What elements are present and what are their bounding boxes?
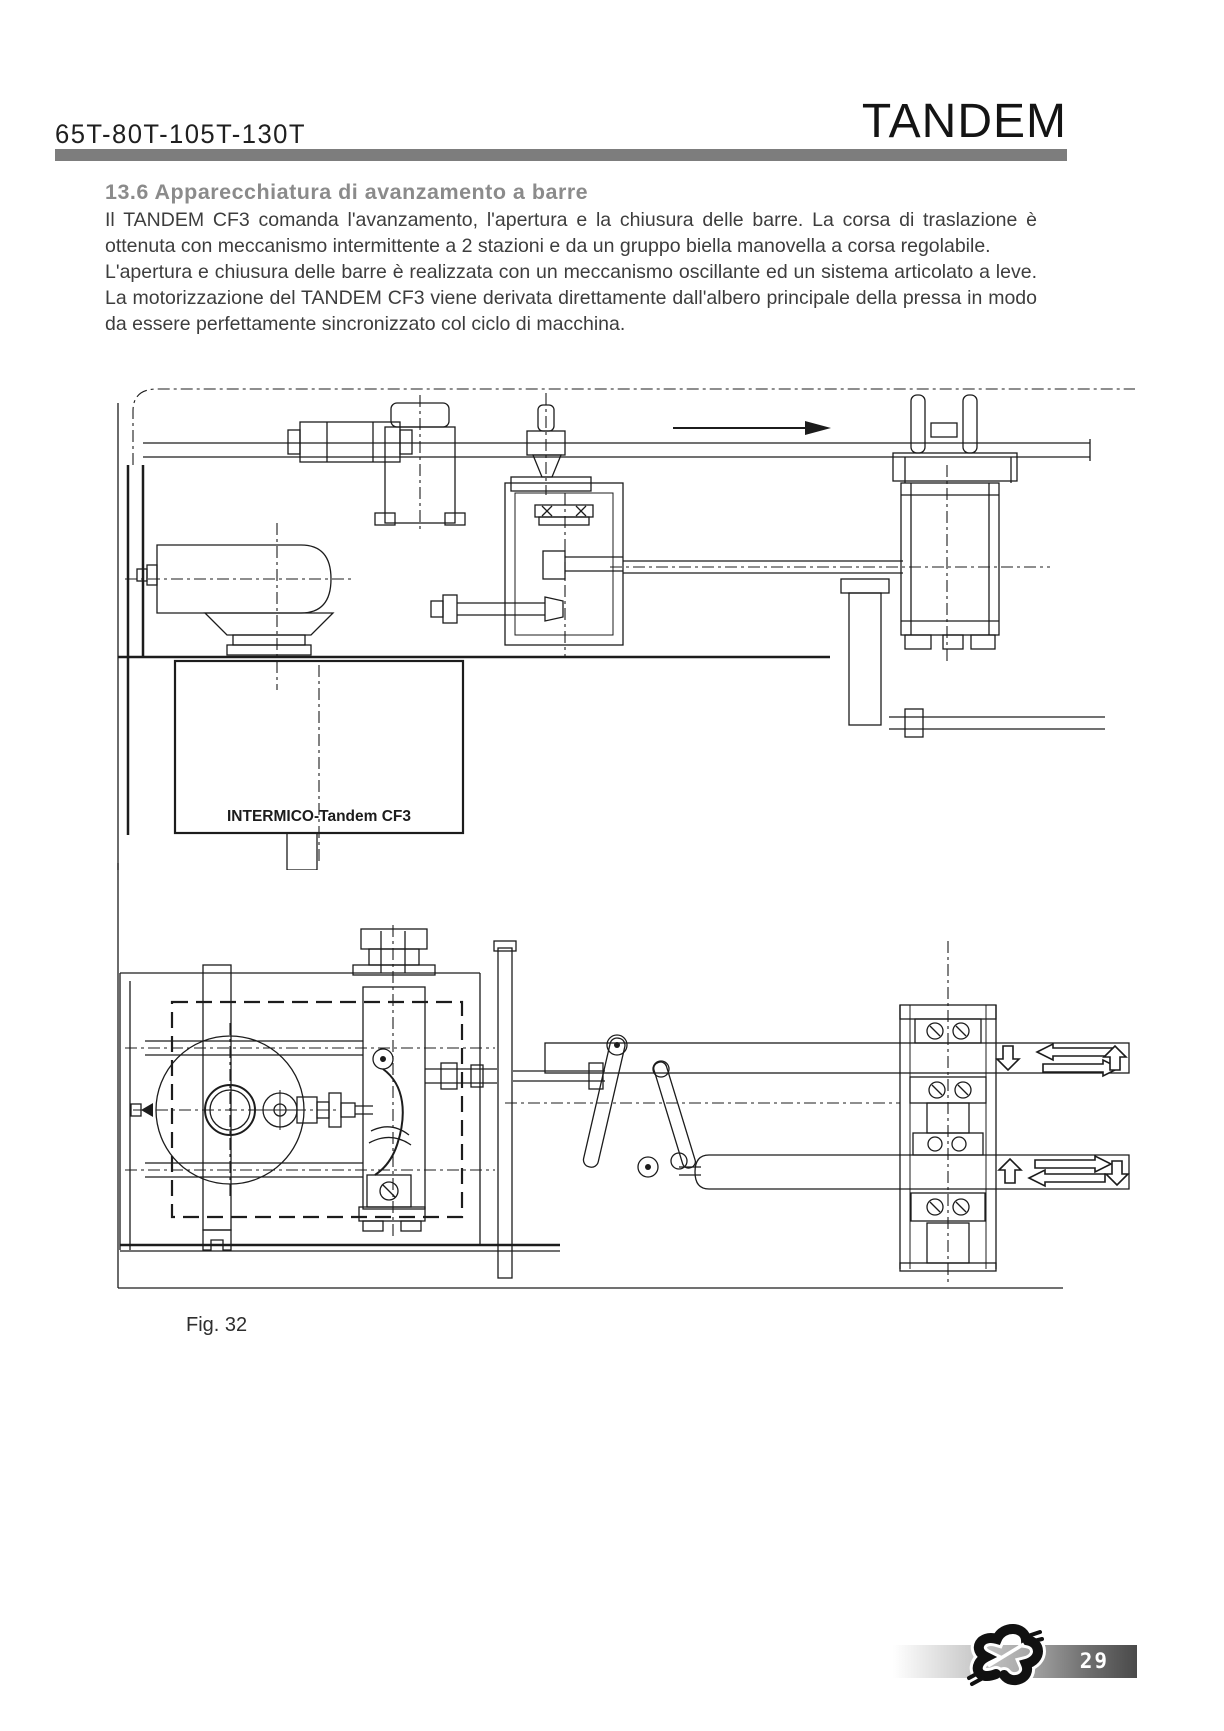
header-rule	[55, 149, 1067, 161]
figure-bottom-plan-view-drawing	[105, 845, 1145, 1295]
feed-direction-arrow	[673, 421, 831, 435]
central-clamp-frame	[431, 483, 623, 645]
tie-rod	[425, 1063, 605, 1089]
section-body	[105, 207, 1037, 337]
lever-linkage	[582, 1035, 701, 1177]
motion-arrows-lower	[999, 1156, 1128, 1186]
section-title: 13.6 Apparecchiatura di avanzamento a barre	[105, 180, 589, 204]
right-hanging-unit	[893, 395, 1017, 649]
frame-walls	[118, 465, 830, 835]
transfer-bar-upper	[545, 1043, 1129, 1073]
header-brand-logo-text: TANDEM	[861, 95, 1067, 148]
rail-clamp-left	[288, 422, 412, 462]
machine-nameplate-label: INTERMICO-Tandem CF3	[227, 808, 411, 825]
press-upright-plate	[494, 941, 516, 1278]
housing-frame	[120, 973, 560, 1251]
crank-housing	[359, 987, 425, 1231]
centerlines	[125, 389, 1135, 865]
header-model-codes: 65T-80T-105T-130T	[55, 119, 306, 149]
support-post	[841, 579, 1105, 737]
centerlines	[125, 925, 948, 1285]
intermico-knot-logo-icon	[966, 1620, 1052, 1694]
figure-caption: Fig. 32	[186, 1314, 248, 1336]
transfer-rail	[143, 439, 1090, 461]
paragraph-1: Il TANDEM CF3 comanda l'avanzamento, l'apertura e la chiusura delle barre. La corsa di traslazione è ottenuta con meccanismo intermittente a 2 stazioni e da un gruppo biella manovella a corsa regolabile.	[105, 209, 1037, 257]
motion-arrows-upper	[997, 1044, 1126, 1076]
paragraph-2: L'apertura e chiusura delle barre è realizzata con un meccanismo oscillante ed un sistema articolato a leve. La motorizzazione del TANDEM CF3 viene derivata direttamente dall'albero principale della pressa in modo da essere perfettamente sincronizzato col ciclo di macchina.	[105, 261, 1037, 335]
figure-top-side-view-drawing	[105, 365, 1145, 870]
page-number: 29	[1079, 1649, 1109, 1673]
cam-cylinder	[137, 545, 333, 655]
vertical-strut	[203, 965, 231, 1250]
top-bracket	[353, 929, 435, 975]
valve-cap	[511, 405, 591, 491]
